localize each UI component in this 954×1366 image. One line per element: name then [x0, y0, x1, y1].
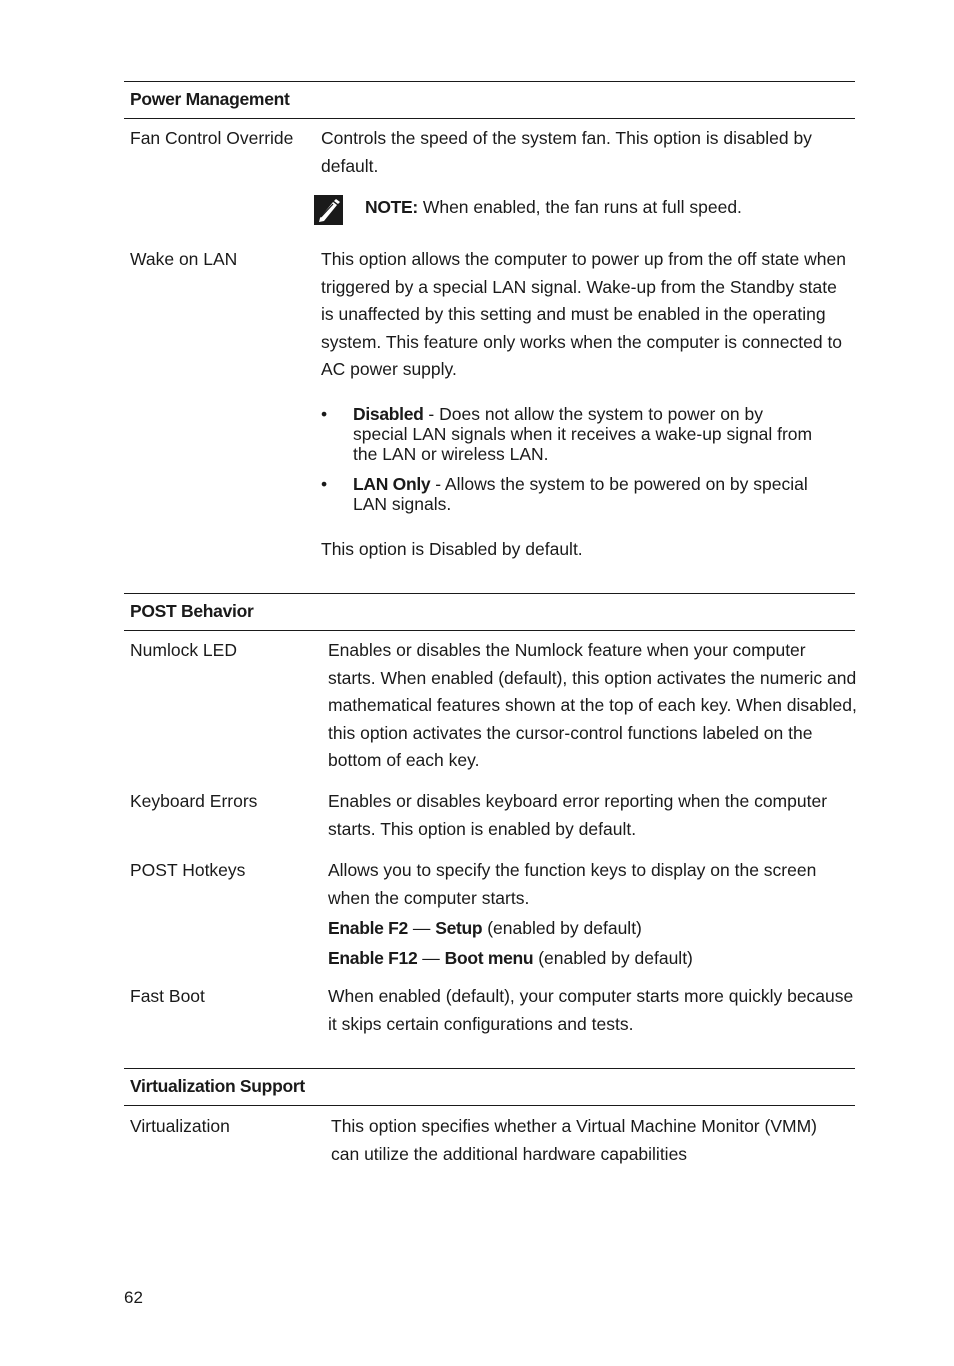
section-top-rule [124, 1068, 855, 1069]
hotkey-f12-key: Enable F12 [328, 948, 418, 968]
section-top-rule [124, 593, 855, 594]
bullet: • [321, 474, 328, 494]
virtualization-label: Virtualization [130, 1116, 230, 1136]
section-header-rule [124, 1105, 855, 1106]
hotkey-f2-dash: — [407, 918, 436, 938]
keyboard-errors-desc: Enables or disables keyboard error reporting when the computer starts. This option is enabled by default. [328, 791, 828, 839]
option-term: LAN Only [353, 474, 431, 494]
page-number: 62 [124, 1288, 143, 1307]
fan-note [365, 197, 742, 218]
hotkey-f2-name: Setup [435, 918, 483, 938]
section-title-post-behavior: POST Behavior [130, 601, 254, 621]
section-header-rule [124, 630, 855, 631]
bullet: • [321, 404, 328, 424]
virtualization-desc: This option specifies whether a Virtual Machine Monitor (VMM) can utilize the additional hardware capabilities [331, 1116, 817, 1164]
fan-control-override-desc: Controls the speed of the system fan. This option is disabled by default. [321, 128, 812, 176]
numlock-led-label: Numlock LED [130, 640, 237, 660]
hotkey-f2 [328, 918, 642, 939]
note-label: NOTE: [365, 197, 418, 217]
post-hotkeys-desc: Allows you to specify the function keys to display on the screen when the computer starts. [328, 860, 817, 908]
hotkey-f12-name: Boot menu [444, 948, 534, 968]
fan-control-override-label: Fan Control Override [130, 128, 294, 148]
list-item [321, 474, 821, 514]
section-top-rule [124, 81, 855, 82]
hotkey-f2-key: Enable F2 [328, 918, 408, 938]
note-pencil-icon [314, 195, 343, 225]
note-text: When enabled, the fan runs at full speed. [417, 197, 742, 217]
fast-boot-desc: When enabled (default), your computer starts more quickly because it skips certain configurations and tests. [328, 986, 854, 1034]
post-hotkeys-label: POST Hotkeys [130, 860, 246, 880]
fast-boot-label: Fast Boot [130, 986, 205, 1006]
list-item [321, 404, 821, 464]
hotkey-f2-note: (enabled by default) [482, 918, 642, 938]
wake-on-lan-default: This option is Disabled by default. [321, 539, 583, 559]
wake-on-lan-desc: This option allows the computer to power up from the off state when triggered by a special LAN signal. Wake-up from the Standby state is unaffected by this setting and must be enabled in the operating system. This feature only works when the computer is connected to AC power supply. [321, 249, 846, 379]
option-text: - Does not allow the system to power on by special LAN signals when it receives a wake-up signal from the LAN or wireless LAN. [353, 404, 813, 464]
wake-on-lan-options [321, 404, 821, 524]
hotkey-f12 [328, 948, 693, 969]
section-title-virtualization-support: Virtualization Support [130, 1076, 305, 1096]
section-title-power-management: Power Management [130, 89, 290, 109]
keyboard-errors-label: Keyboard Errors [130, 791, 258, 811]
section-header-rule [124, 118, 855, 119]
numlock-led-desc: Enables or disables the Numlock feature when your computer starts. When enabled (default), this option activates the numeric and mathematical features shown at the top of each key. When disabled, this option activates the cursor-control functions labeled on the bottom of each key. [328, 640, 857, 770]
hotkey-f12-dash: — [417, 948, 445, 968]
option-text: - Allows the system to be powered on by special LAN signals. [353, 474, 808, 514]
hotkey-f12-note: (enabled by default) [533, 948, 693, 968]
wake-on-lan-label: Wake on LAN [130, 249, 238, 269]
option-term: Disabled [353, 404, 424, 424]
